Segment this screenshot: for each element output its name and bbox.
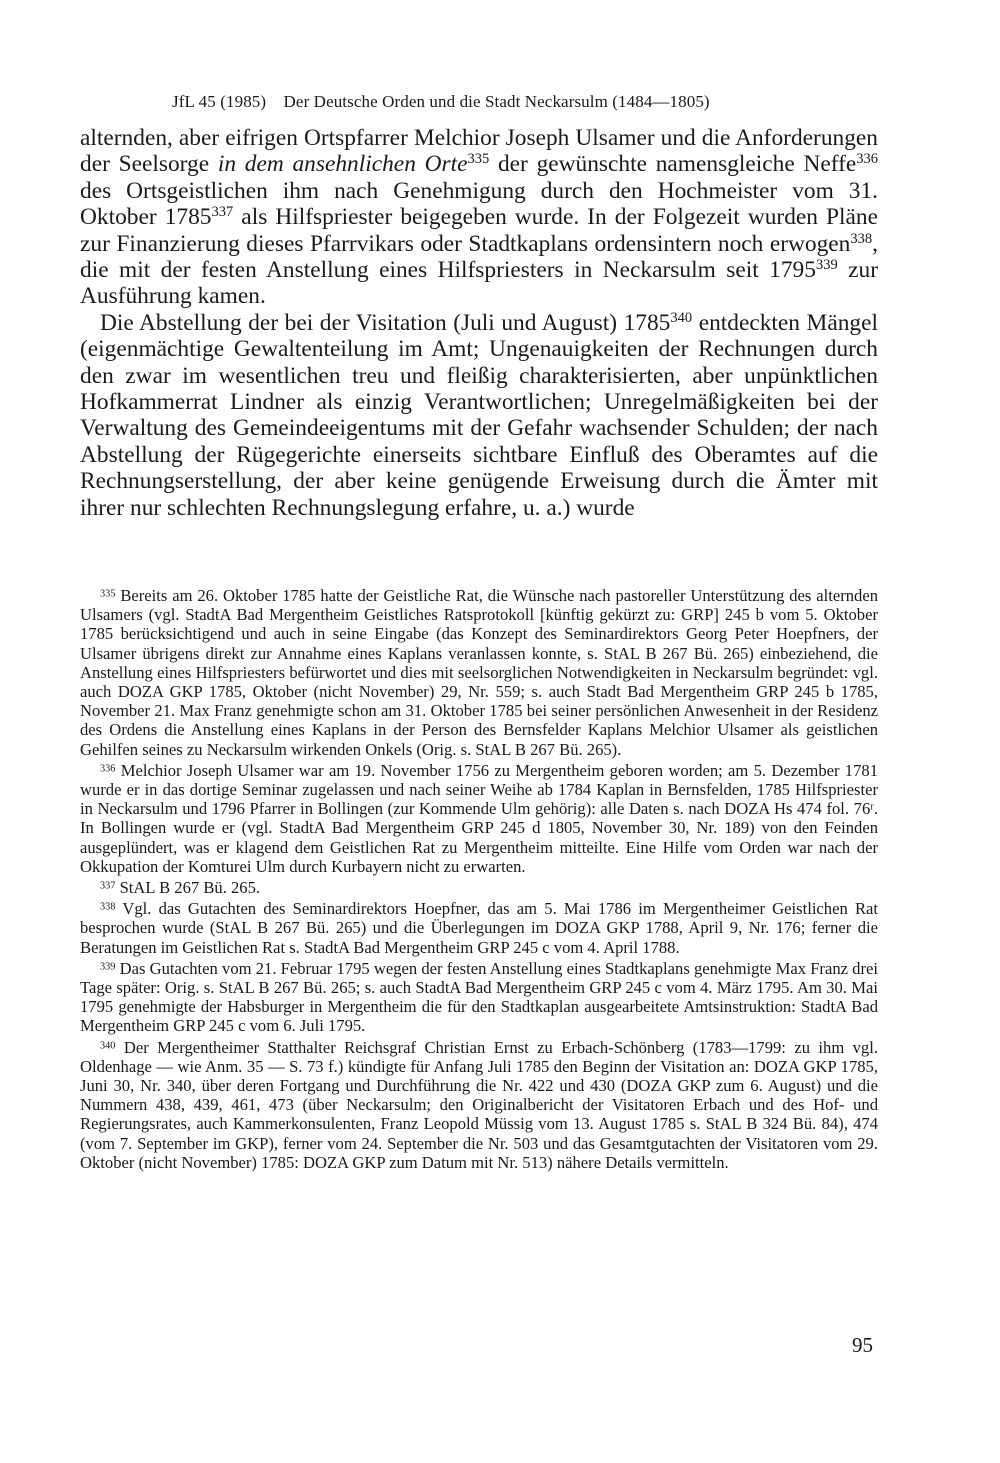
footnote-ref-336: 336 bbox=[856, 151, 879, 168]
footnote-ref-337: 337 bbox=[211, 204, 234, 221]
text-run: der gewünschte namensgleiche Neffe bbox=[489, 151, 857, 178]
footnote-text: Das Gutachten vom 21. Februar 1795 wegen der festen Anstellung eines Stadtkaplans genehmigte Max Franz drei Tage später: Orig. s. StAL B 267 Bü. 265; s. auch StadtA Bad Mergentheim GRP 245 c vom 4. März 1795. Am 30. Mai 1795 genehmigte der Habsburger in Mergentheim die für den Stadtkaplan ausgearbeitete Amtsinstruktion: StadtA Bad Mergentheim GRP 245 c vom 6. Juli 1795. bbox=[80, 958, 878, 1036]
paragraph-2 bbox=[80, 310, 878, 521]
footnote-number: 335 bbox=[100, 588, 116, 600]
text-run: des Ortsgeistlichen ihm nach Genehmigung durch den Hochmeister vom 31. Oktober 1785 bbox=[80, 177, 878, 231]
text-run: als Hilfspriester beigegeben wurde. In der Folgezeit wurden Pläne zur Finanzierung dieses Pfarrvikars oder Stadtkaplans ordensintern noch erwogen bbox=[80, 204, 879, 257]
footnote-text: Vgl. das Gutachten des Seminardirektors Hoepfner, das am 5. Mai 1786 im Mergentheimer Geistlichen Rat besprochen wurde (StAL B 267 Bü. 265) und die Überlegungen im DOZA GKP 1788, April 9, Nr. 176; ferner die Beratungen im Geistlichen Rat s. StadtA Bad Mergentheim GRP 245 c vom 4. April 1788. bbox=[80, 899, 879, 957]
footnote bbox=[80, 959, 878, 1036]
italic-quote: in dem ansehnlichen Orte bbox=[217, 151, 468, 178]
footnote-ref-338: 338 bbox=[850, 230, 873, 247]
footnote-number: 338 bbox=[100, 901, 116, 913]
footnotes bbox=[80, 586, 878, 1174]
footnote-text: Melchior Joseph Ulsamer war am 19. November 1756 zu Mergentheim geboren worden; am 5. Dezember 1781 wurde er in das dortige Seminar zugelassen und nach seiner Weihe ab 1784 Kaplan in Bernsfelden, 1785 Hilfspriester in Neckarsulm und 1796 Pfarrer in Bollingen (zur Kommende Ulm gehörig): alle Daten s. nach DOZA Hs 474 fol. 76ʳ. In Bollingen wurde er (vgl. StadtA Bad Mergentheim GRP 245 d 1805, November 30, Nr. 189) von den Feinden ausgeplündert, was er klagend dem Geistlichen Rat zu Mergentheim mitteilte. Eine Hilfe vom Orden war nach der Okkupation der Komturei Ulm durch Kurbayern nicht zu erwarten. bbox=[80, 760, 878, 876]
page-number: 95 bbox=[852, 1333, 873, 1357]
paragraph-1 bbox=[80, 125, 878, 310]
footnote bbox=[80, 878, 878, 897]
footnote-text: Der Mergentheimer Statthalter Reichsgraf Christian Ernst zu Erbach-Schönberg (1783—1799: zu ihm vgl. Oldenhage — wie Anm. 35 — S. 73 f.) kündigte für Anfang Juli 1785 den Beginn der Visitation an: DOZA GKP 1785, Juni 30, Nr. 340, über deren Fortgang und Durchführung die Nr. 422 und 430 (DOZA GKP zum 6. August) und die Nummern 438, 439, 461, 473 (über Neckarsulm; den Originalbericht der Visitatoren Erbach und des Hof- und Regierungsrates, auch Kammerkonsulenten, Franz Leopold Müssig vom 13. August 1785 s. StAL B 324 Bü. 84), 474 (vom 7. September im GKP), ferner vom 24. September die Nr. 503 und das Gesamtgutachten der Visitatoren vom 29. Oktober (nicht November) 1785: DOZA GKP zum Datum mit Nr. 513) nähere Details vermitteln. bbox=[80, 1037, 878, 1172]
footnote-ref-340: 340 bbox=[670, 309, 693, 326]
footnote bbox=[80, 586, 878, 759]
footnote bbox=[80, 899, 878, 957]
footnote-ref-339: 339 bbox=[815, 257, 838, 274]
text-run: zur Ausführung kamen. bbox=[80, 257, 879, 310]
text-run: , die mit der festen Anstellung eines Hilfspriesters in Neckarsulm seit 1795 bbox=[80, 230, 878, 284]
text-run: Die Abstellung der bei der Visitation (Juli und August) 1785 bbox=[100, 309, 671, 336]
footnote-text: Bereits am 26. Oktober 1785 hatte der Geistliche Rat, die Wünsche nach pastoreller Unterstützung des alternden Ulsamers (vgl. StadtA Bad Mergentheim Geistliches Ratsprotokoll [künftig gekürzt zu: GRP] 245 b vom 5. Oktober 1785 berücksichtigend und auch in seine Eingabe (das Konzept des Seminardirektors Georg Peter Hoepfners, der Ulsamer übrigens direkt zur Annahme eines Kaplans veranlassen konnte, s. StAL B 267 Bü. 265) einbeziehend, die Anstellung eines Hilfspriesters befürwortet und dies mit seelsorglichen Notwendigkeiten in Neckarsulm begründet: vgl. auch DOZA GKP 1785, Oktober (nicht November) 29, Nr. 559; s. auch Stadt Bad Mergentheim GRP 245 b 1785, November 21. Max Franz genehmigte schon am 31. Oktober 1785 bei seiner persönlichen Anwesenheit in der Residenz des Ordens die Anstellung eines Kaplans in der Person des Bernsfelder Kaplans Melchior Ulsamer als geistlichen Gehilfen seines zu Neckarsulm wirkenden Onkels (Orig. s. StAL B 267 Bü. 265). bbox=[80, 586, 878, 759]
text-run: alternden, aber eifrigen Ortspfarrer Melchior Joseph Ulsamer und die Anforderungen der Seelsorge bbox=[80, 125, 878, 178]
footnote-ref-335: 335 bbox=[467, 151, 490, 168]
running-head: JfL 45 (1985) Der Deutsche Orden und die Stadt Neckarsulm (1484—1805) bbox=[172, 92, 710, 111]
footnote-number: 339 bbox=[100, 961, 116, 973]
footnote bbox=[80, 1038, 878, 1172]
footnote-number: 336 bbox=[100, 763, 116, 775]
text-run: entdeckten Mängel (eigenmächtige Gewaltenteilung im Amt; Ungenauigkeiten der Rechnungen durch den zwar im wesentlichen treu und fleißig charakterisierten, aber unpünktlichen Hofkammerrat Lindner als einzig Verantwortlichen; Unregelmäßigkeiten bei der Verwaltung des Gemeindeeigentums mit der Gefahr wachsender Schulden; der nach Abstellung der Rügegerichte einerseits sichtbare Einfluß des Oberamtes auf die Rechnungserstellung, der aber keine genügende Erweisung durch die Ämter mit ihrer nur schlechten Rechnungslegung erfahre, u. a.) wurde bbox=[80, 309, 879, 521]
footnote bbox=[80, 761, 878, 876]
footnote-number: 340 bbox=[100, 1040, 116, 1052]
footnote-number: 337 bbox=[100, 880, 116, 892]
main-text bbox=[80, 125, 878, 521]
footnote-text: StAL B 267 Bü. 265. bbox=[119, 878, 261, 898]
